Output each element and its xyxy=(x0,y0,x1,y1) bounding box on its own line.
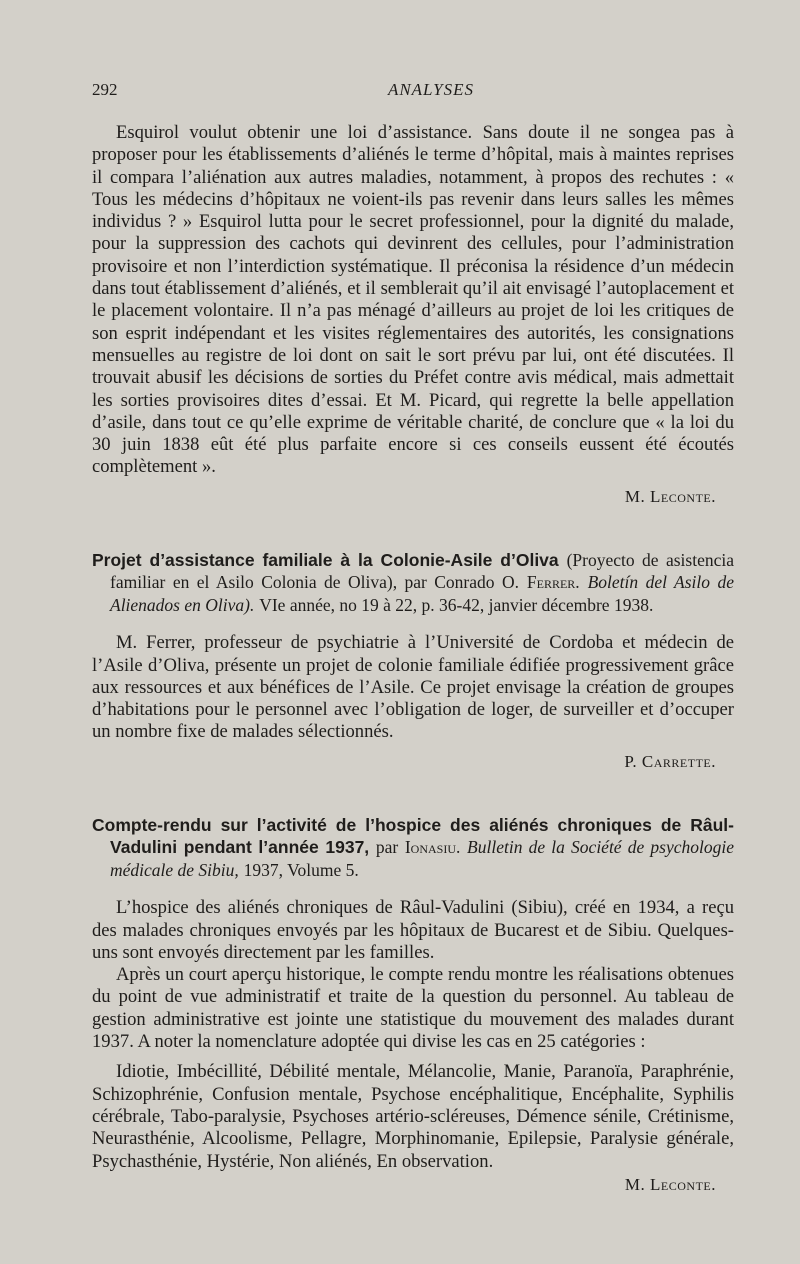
page-number: 292 xyxy=(92,80,118,99)
review3-signature xyxy=(92,1175,716,1195)
running-head: ANALYSES xyxy=(387,80,474,99)
signature-name: Leconte. xyxy=(650,486,716,506)
review3-journal: Bulletin de la Société de psychologie médicale de Sibiu, xyxy=(110,837,734,880)
review3-title-bold: Compte-rendu sur l’activité de l’hospice des aliénés chroniques de Râul-Vadulini pendant l’année 1937, xyxy=(92,814,734,858)
review1-body: Esquirol voulut obtenir une loi d’assistance. Sans doute il ne songea pas à proposer pour les établissements d’aliénés le terme d’hôpital, mais à maintes reprises il compara l’aliénation aux autres maladies, notamment, à propos des rechutes : « Tous les médecins d’hôpitaux ne voient-ils pas revenir dans leurs salles les mêmes individus ? » Esquirol lutta pour le secret professionnel, pour la dignité du malade, pour la suppression des cachots qui devinrent des cellules, pour l’administration provisoire et non l’interdiction systématique. Il préconisa la résidence d’un médecin dans tout établissement d’aliénés, et il semblerait qu’il ait envisagé l’autoplacement et le placement volontaire. Il n’a pas ménagé d’ailleurs au projet de loi les critiques de son esprit indépendant et les visites réglementaires des autorités, les consignations mensuelles au registre de loi dont on sait le sort prévu par lui, ont été discutées. Il trouvait abusif les décisions de sorties du Préfet contre avis médical, mais admettait les sorties provisoires dites d’essai. Et M. Picard, qui regrette la belle appellation d’asile, dans tout ce qu’elle exprime de véritable charité, de conclure que « la loi du 30 juin 1838 eût été plus parfaite encore si ces conseils eussent été écoutés complètement ». xyxy=(92,122,734,478)
review2-title xyxy=(92,549,734,617)
review3-body-3: Idiotie, Imbécillité, Débilité mentale, Mélancolie, Manie, Paranoïa, Paraphrénie, Schizophrénie, Confusion mentale, Psychose encéphalitique, Encéphalite, Syphilis cérébrale, Tabo-paralysie, Psychoses artério-scléreuses, Démence sénile, Crétinisme, Neurasthénie, Alcoolisme, Pellagre, Morphinomanie, Epilepsie, Paralysie générale, Psychasthénie, Hystérie, Non aliénés, En observation. xyxy=(92,1061,734,1172)
review3-body-2: Après un court aperçu historique, le compte rendu montre les réalisations obtenues du point de vue administratif et traite de la question du personnel. Au tableau de gestion administrative est jointe une statistique du mouvement des malades durant 1937. A noter la nomenclature adoptée qui divise les cas en 25 catégories : xyxy=(92,964,734,1053)
review1-signature xyxy=(92,487,716,507)
document-page xyxy=(92,80,734,1195)
signature-initial: M. xyxy=(624,1174,646,1194)
review3-author: Ionasiu. xyxy=(404,837,461,858)
review2-author: Ferrer. xyxy=(526,572,580,593)
signature-name: Carrette. xyxy=(641,751,716,771)
review2-journal: Boletín del Asilo de Alienados en Oliva). xyxy=(110,572,734,615)
review2-signature xyxy=(92,752,716,772)
review2-body: M. Ferrer, professeur de psychiatrie à l’Université de Cordoba et médecin de l’Asile d’Oliva, présente un projet de colonie familiale édifiée progressivement grâce aux ressources et aux bénéfices de l’Asile. Ce projet envisage la création de groupes d’habitations pour le personnel avec l’obligation de loger, de surveiller et d’occuper un nombre fixe de malades sélectionnés. xyxy=(92,632,734,743)
signature-initial: P. xyxy=(624,751,638,771)
review2-title-spanish: (Proyecto de asistencia familiar en el Asilo Colonia de Oliva), par Conrado O. xyxy=(110,549,734,593)
page-header xyxy=(92,80,734,108)
review3-title-by: par xyxy=(375,837,399,858)
signature-initial: M. xyxy=(624,486,646,506)
review3-title xyxy=(92,814,734,882)
review2-title-bold: Projet d’assistance familiale à la Colonie-Asile d’Oliva xyxy=(92,549,559,570)
review2-details: VIe année, no 19 à 22, p. 36-42, janvier décembre 1938. xyxy=(259,594,654,615)
review3-details: 1937, Volume 5. xyxy=(243,859,359,880)
signature-name: Leconte. xyxy=(650,1174,716,1194)
review3-body-1: L’hospice des aliénés chroniques de Râul-Vadulini (Sibiu), créé en 1934, a reçu des malades chroniques envoyés par les hôpitaux de Bucarest et de Sibiu. Quelques-uns sont envoyés directement par les familles. xyxy=(92,897,734,963)
